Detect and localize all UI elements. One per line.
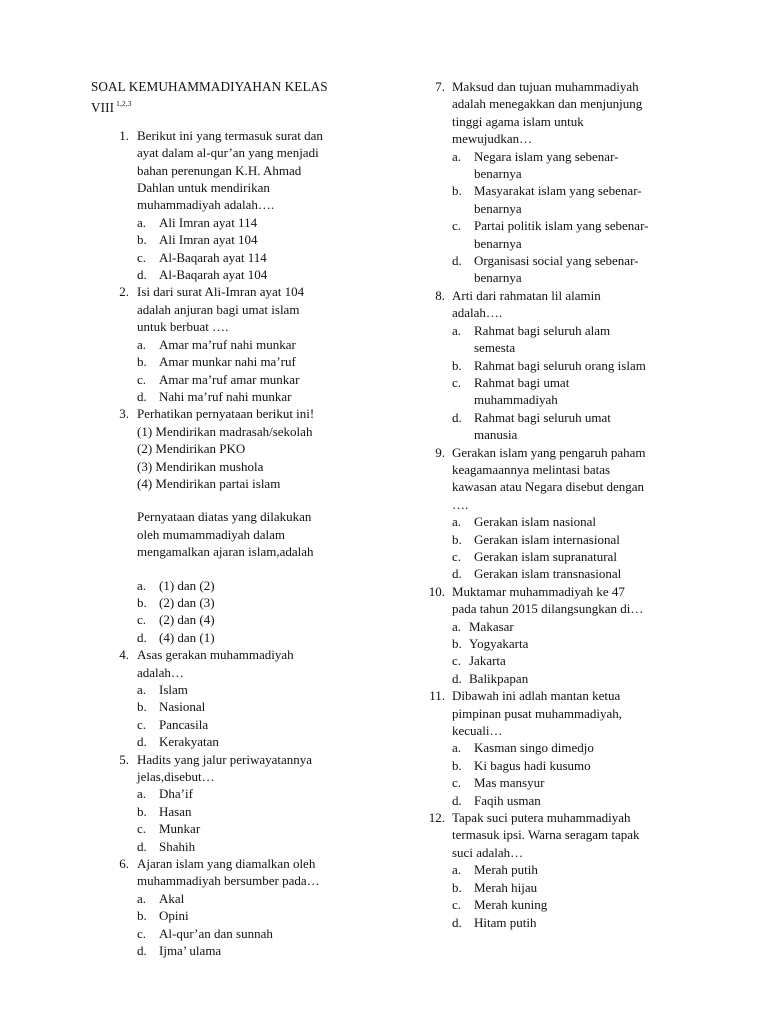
option-b[interactable]: [452, 635, 690, 652]
question-text-line: ayat dalam al-qur’an yang menjadi: [137, 145, 319, 161]
option-a[interactable]: [452, 739, 690, 756]
question-text-line: Dahlan untuk mendirikan: [137, 180, 270, 196]
option-text: Shahih: [159, 838, 196, 854]
option-letter: b.: [137, 354, 147, 370]
option-letter: a.: [452, 618, 462, 634]
option-d[interactable]: [452, 914, 690, 931]
question-number: 3.: [119, 406, 129, 422]
option-text: Ali Imran ayat 104: [159, 232, 258, 248]
option-text: Partai politik islam yang sebenar-: [474, 218, 649, 234]
question-number: 6.: [119, 856, 129, 872]
statement-item: (3) Mendirikan mushola: [137, 458, 264, 474]
option-list: [452, 513, 690, 583]
option-d[interactable]: [452, 792, 690, 809]
question-8: [428, 287, 690, 444]
option-d[interactable]: [452, 252, 690, 287]
option-a[interactable]: [137, 681, 391, 698]
question-text-line: adalah menegakkan dan menjunjung: [452, 96, 643, 112]
question-text-line: Asas gerakan muhammadiyah: [137, 647, 294, 663]
option-letter: c.: [452, 653, 462, 669]
option-letter: c.: [137, 249, 147, 265]
left-column: [91, 78, 391, 960]
option-list: [137, 890, 391, 960]
question-text-line: suci adalah…: [452, 844, 524, 860]
option-list: [137, 577, 391, 647]
question-text-line: Berikut ini yang termasuk surat dan: [137, 127, 323, 143]
option-a[interactable]: [137, 336, 391, 353]
question-number: 1.: [119, 127, 129, 143]
option-letter: d.: [137, 388, 147, 404]
question-text-line: adalah anjuran bagi umat islam: [137, 301, 300, 317]
option-a[interactable]: [452, 322, 690, 357]
option-letter: c.: [137, 925, 147, 941]
option-letter: d.: [137, 629, 147, 645]
title-superscript: 1,2,3: [116, 99, 132, 109]
question-number: 10.: [428, 583, 445, 599]
document-title: [91, 78, 391, 117]
option-text: Amar ma’ruf amar munkar: [159, 371, 300, 387]
option-text: Al-qur’an dan sunnah: [159, 925, 273, 941]
option-c[interactable]: [137, 371, 391, 388]
option-text: Merah kuning: [474, 897, 548, 913]
option-b[interactable]: [137, 907, 391, 924]
followup-line: mengamalkan ajaran islam,adalah: [137, 544, 314, 560]
option-text: Hitam putih: [474, 914, 537, 930]
option-letter: b.: [452, 636, 462, 651]
option-list: [137, 336, 391, 406]
option-text: Faqih usman: [474, 792, 541, 808]
question-text-line: kawasan atau Negara disebut dengan: [452, 479, 645, 495]
option-text-cont: benarnya: [474, 200, 522, 216]
option-b[interactable]: [452, 531, 690, 548]
option-letter: b.: [452, 531, 462, 547]
question-text-line: termasuk ipsi. Warna seragam tapak: [452, 827, 640, 843]
option-letter: a.: [452, 148, 462, 164]
option-letter: b.: [452, 183, 462, 199]
question-text-line: Gerakan islam yang pengaruh paham: [452, 444, 646, 460]
option-b[interactable]: [452, 182, 690, 217]
statement-item: (2) Mendirikan PKO: [137, 441, 246, 457]
question-number: 4.: [119, 647, 129, 663]
option-text: Kasman singo dimedjo: [474, 740, 594, 756]
option-letter: a.: [452, 514, 462, 530]
option-letter: a.: [137, 577, 147, 593]
option-b[interactable]: [452, 879, 690, 896]
option-letter: a.: [137, 890, 147, 906]
option-text: Munkar: [159, 821, 201, 837]
option-letter: a.: [137, 336, 147, 352]
option-letter: c.: [452, 775, 462, 791]
question-number: 7.: [435, 79, 445, 94]
question-number: 8.: [435, 287, 445, 303]
question-text-line: Hadits yang jalur periwayatannya: [137, 751, 313, 767]
option-text: Akal: [159, 890, 185, 906]
option-text: Pancasila: [159, 716, 209, 732]
option-a[interactable]: [452, 861, 690, 878]
option-letter: d.: [137, 838, 147, 854]
option-c[interactable]: [137, 716, 391, 733]
option-letter: b.: [137, 908, 147, 924]
option-letter: c.: [452, 218, 462, 234]
option-a[interactable]: [452, 618, 690, 635]
question-number: 2.: [119, 284, 129, 300]
option-letter: b.: [452, 879, 462, 895]
question-6: [91, 855, 391, 959]
question-10: [428, 583, 690, 687]
option-text: Masyarakat islam yang sebenar-: [474, 183, 642, 199]
option-text: Rahmat bagi seluruh orang islam: [474, 357, 646, 373]
option-text: Rahmat bagi seluruh umat: [474, 409, 611, 425]
option-list: [452, 861, 690, 931]
option-text: Nahi ma’ruf nahi munkar: [159, 388, 292, 404]
question-12: [428, 809, 690, 931]
option-text: Merah hijau: [474, 879, 538, 895]
statement-item: (4) Mendirikan partai islam: [137, 475, 281, 491]
option-b[interactable]: [137, 231, 391, 248]
option-text-cont: manusia: [474, 427, 518, 443]
option-letter: c.: [452, 374, 462, 390]
question-number: 9.: [435, 444, 445, 460]
option-text: Dha’if: [159, 786, 193, 802]
option-letter: b.: [137, 232, 147, 248]
option-text: Yogyakarta: [469, 636, 529, 651]
right-column: [428, 78, 690, 931]
option-b[interactable]: [452, 357, 690, 374]
question-text-line: pada tahun 2015 dilangsungkan di…: [452, 601, 644, 617]
question-text-line: untuk berbuat ….: [137, 319, 229, 335]
option-text: Al-Baqarah ayat 114: [159, 249, 267, 265]
option-text: Amar munkar nahi ma’ruf: [159, 354, 296, 370]
option-text: Organisasi social yang sebenar-: [474, 253, 639, 269]
option-letter: d.: [137, 943, 147, 959]
question-text-line: bahan perenungan K.H. Ahmad: [137, 162, 302, 178]
option-letter: c.: [452, 897, 462, 913]
option-text: Gerakan islam supranatural: [474, 548, 617, 564]
option-letter: c.: [452, 548, 462, 564]
question-text-line: Dibawah ini adlah mantan ketua: [452, 688, 621, 704]
question-text-line: Muktamar muhammadiyah ke 47: [452, 583, 625, 599]
option-a[interactable]: [137, 890, 391, 907]
option-c[interactable]: [137, 611, 391, 628]
option-text-cont: muhammadiyah: [474, 392, 558, 408]
option-list: [137, 681, 391, 751]
option-c[interactable]: [137, 249, 391, 266]
question-2: [91, 283, 391, 405]
option-text: Hasan: [159, 803, 192, 819]
option-letter: d.: [452, 914, 462, 930]
option-letter: d.: [452, 670, 462, 686]
question-1: [91, 127, 391, 284]
option-text: Al-Baqarah ayat 104: [159, 267, 268, 283]
option-text: Ijma’ ulama: [159, 943, 222, 959]
question-text-line: Perhatikan pernyataan berikut ini!: [137, 406, 315, 422]
option-text: (4) dan (1): [159, 629, 215, 645]
option-letter: a.: [452, 862, 462, 878]
option-text: Merah putih: [474, 862, 538, 878]
option-text: (1) dan (2): [159, 577, 215, 593]
option-text: Rahmat bagi umat: [474, 374, 570, 390]
option-text-cont: benarnya: [474, 235, 522, 251]
question-text-line: adalah…: [137, 664, 184, 680]
option-letter: d.: [137, 267, 147, 283]
option-letter: a.: [137, 786, 147, 802]
option-text: Negara islam yang sebenar-: [474, 148, 619, 164]
option-c[interactable]: [452, 652, 690, 669]
option-letter: b.: [452, 757, 462, 773]
option-letter: c.: [137, 716, 147, 732]
question-text-line: Tapak suci putera muhammadiyah: [452, 810, 631, 826]
question-number: 11.: [429, 688, 445, 704]
option-letter: a.: [137, 214, 147, 230]
option-d[interactable]: [452, 565, 690, 582]
option-letter: b.: [137, 803, 147, 819]
option-d[interactable]: [137, 733, 391, 750]
question-text-line: keagamaannya melintasi batas: [452, 461, 611, 477]
question-text-line: tinggi agama islam untuk: [452, 113, 584, 129]
option-list: [137, 214, 391, 284]
question-text-line: ….: [452, 496, 469, 512]
option-text: Balikpapan: [469, 670, 529, 686]
title-line-2: [91, 95, 391, 116]
option-text: Amar ma’ruf nahi munkar: [159, 336, 296, 352]
question-text-line: Maksud dan tujuan muhammadiyah: [452, 79, 639, 94]
option-d[interactable]: [452, 409, 690, 444]
option-letter: c.: [137, 612, 147, 628]
option-d[interactable]: [137, 838, 391, 855]
option-d[interactable]: [137, 629, 391, 646]
option-b[interactable]: [137, 353, 391, 370]
option-letter: a.: [137, 682, 147, 697]
option-text: Mas mansyur: [474, 775, 545, 791]
question-text-line: muhammadiyah bersumber pada…: [137, 873, 320, 889]
question-text-line: muhammadiyah adalah….: [137, 197, 275, 213]
option-letter: b.: [137, 699, 147, 715]
question-text-line: mewujudkan…: [452, 131, 533, 147]
option-c[interactable]: [452, 374, 690, 409]
option-letter: d.: [452, 409, 462, 425]
option-list: [452, 739, 690, 809]
question-text-line: pimpinan pusat muhammadiyah,: [452, 705, 623, 721]
question-number: 12.: [428, 810, 445, 826]
option-c[interactable]: [452, 548, 690, 565]
option-text: Gerakan islam transnasional: [474, 566, 622, 582]
option-text-cont: benarnya: [474, 270, 522, 286]
title-grade: VIII: [91, 100, 115, 116]
question-text-line: Isi dari surat Ali-Imran ayat 104: [137, 284, 305, 300]
option-list: [137, 785, 391, 855]
question-11: [428, 687, 690, 809]
question-5: [91, 751, 391, 855]
option-a[interactable]: [137, 785, 391, 802]
option-text: Gerakan islam nasional: [474, 514, 597, 530]
title-line-1: SOAL KEMUHAMMADIYAHAN KELAS: [91, 79, 328, 94]
option-text: Rahmat bagi seluruh alam: [474, 322, 611, 338]
question-3: [91, 405, 391, 646]
option-text: Ki bagus hadi kusumo: [474, 757, 591, 773]
option-list: [452, 322, 690, 444]
question-4: [91, 646, 391, 750]
option-text: Islam: [159, 682, 188, 697]
question-number: 5.: [119, 751, 129, 767]
option-text-cont: semesta: [474, 340, 516, 356]
option-text: Jakarta: [469, 653, 506, 669]
option-a[interactable]: [137, 577, 391, 594]
right-question-list: [428, 78, 690, 931]
option-letter: d.: [452, 792, 462, 808]
option-letter: b.: [452, 357, 462, 373]
question-text-line: kecuali…: [452, 723, 503, 739]
option-text-cont: benarnya: [474, 166, 522, 182]
option-a[interactable]: [452, 148, 690, 183]
question-text-line: Ajaran islam yang diamalkan oleh: [137, 856, 316, 872]
left-question-list: [91, 127, 391, 960]
option-text: (2) dan (3): [159, 594, 215, 610]
option-d[interactable]: [137, 388, 391, 405]
question-text-line: jelas,disebut…: [137, 769, 215, 785]
option-b[interactable]: [137, 698, 391, 715]
option-c[interactable]: [452, 774, 690, 791]
statement-list: [137, 423, 391, 493]
option-text: (2) dan (4): [159, 612, 215, 628]
option-a[interactable]: [452, 513, 690, 530]
option-letter: b.: [137, 594, 147, 610]
option-letter: d.: [452, 253, 462, 269]
option-b[interactable]: [137, 803, 391, 820]
option-list: [452, 148, 690, 287]
question-9: [428, 444, 690, 583]
option-text: Kerakyatan: [159, 734, 219, 750]
option-b[interactable]: [452, 757, 690, 774]
option-letter: c.: [137, 371, 147, 387]
option-d[interactable]: [137, 942, 391, 959]
option-letter: a.: [452, 740, 462, 756]
question-followup: [137, 508, 391, 560]
followup-line: oleh mumammadiyah dalam: [137, 526, 286, 542]
option-text: Nasional: [159, 699, 206, 715]
question-text-line: adalah….: [452, 305, 503, 321]
option-letter: d.: [137, 734, 147, 750]
option-text: Gerakan islam internasional: [474, 531, 620, 547]
option-text: Opini: [159, 908, 189, 924]
question-7: [428, 78, 690, 287]
option-letter: a.: [452, 322, 462, 338]
option-c[interactable]: [137, 925, 391, 942]
option-c[interactable]: [452, 896, 690, 913]
question-text-line: Arti dari rahmatan lil alamin: [452, 287, 601, 303]
followup-line: Pernyataan diatas yang dilakukan: [137, 509, 312, 525]
option-a[interactable]: [137, 214, 391, 231]
option-letter: d.: [452, 566, 462, 582]
option-b[interactable]: [137, 594, 391, 611]
option-c[interactable]: [452, 217, 690, 252]
option-letter: c.: [137, 821, 147, 837]
option-text: Makasar: [469, 618, 514, 634]
option-d[interactable]: [137, 266, 391, 283]
option-d[interactable]: [452, 670, 690, 687]
option-text: Ali Imran ayat 114: [159, 214, 258, 230]
option-c[interactable]: [137, 820, 391, 837]
statement-item: (1) Mendirikan madrasah/sekolah: [137, 423, 313, 439]
option-list: [452, 618, 690, 688]
